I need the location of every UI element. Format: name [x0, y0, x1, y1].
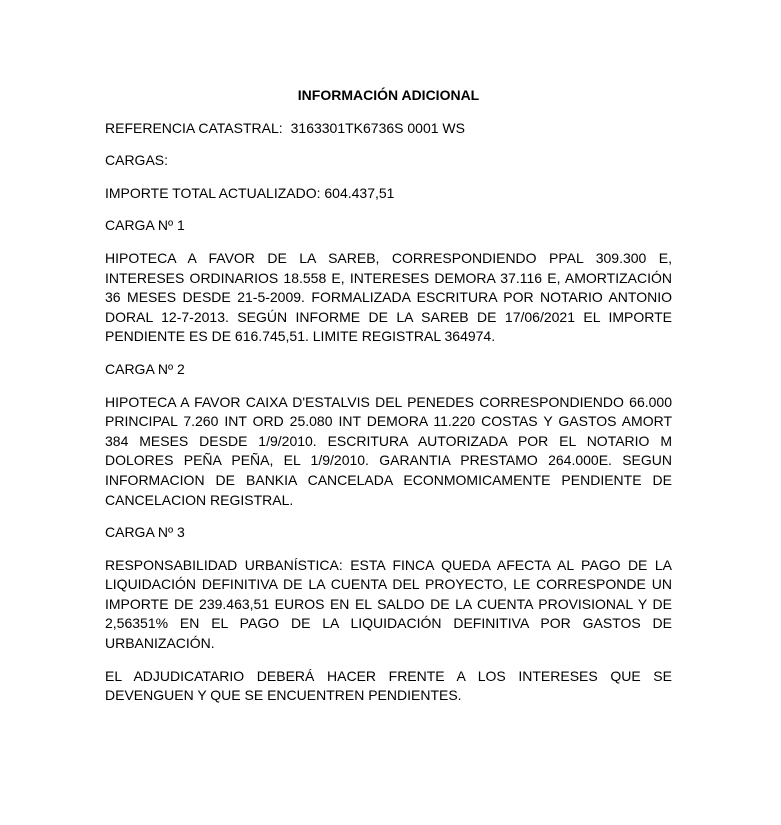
carga-2-text: HIPOTECA A FAVOR CAIXA D'ESTALVIS DEL PENEDES CORRESPONDIENDO 66.000 PRINCIPAL 7.260 INT ORD 25.080 INT DEMORA 11.220 COSTAS Y GASTOS AMORT 384 MESES DESDE 1/9/2010. ESCRITURA AUTORIZADA POR EL NOTARIO M DOLORES PEÑA PEÑA, EL 1/9/2010. GARANTIA PRESTAMO 264.000E. SEGUN INFORMACION DE BANKIA CANCELADA ECONMOMICAMENTE PENDIENTE DE CANCELACION REGISTRAL.	[105, 393, 672, 508]
referencia-label: REFERENCIA CATASTRAL:	[105, 119, 283, 136]
cargas-label: CARGAS:	[105, 152, 169, 169]
referencia-value: 3163301TK6736S 0001 WS	[290, 119, 465, 136]
importe-total: IMPORTE TOTAL ACTUALIZADO: 604.437,51	[105, 184, 395, 201]
closing-paragraph: EL ADJUDICATARIO DEBERÁ HACER FRENTE A LOS INTERESES QUE SE DEVENGUEN Y QUE SE ENCUENTREN PENDIENTES.	[105, 667, 672, 704]
carga-3-heading: CARGA Nº 3	[105, 524, 185, 541]
carga-1-text: HIPOTECA A FAVOR DE LA SAREB, CORRESPONDIENDO PPAL 309.300 E, INTERESES ORDINARIOS 18.558 E, INTERESES DEMORA 37.116 E, AMORTIZACIÓN 36 MESES DESDE 21-5-2009. FORMALIZADA ESCRITURA POR NOTARIO ANTONIO DORAL 12-7-2013. SEGÚN INFORME DE LA SAREB DE 17/06/2021 EL IMPORTE PENDIENTE ES DE 616.745,51. LIMITE REGISTRAL 364974.	[105, 249, 672, 345]
carga-2-heading: CARGA Nº 2	[105, 360, 185, 377]
referencia-catastral	[105, 119, 672, 139]
document-page	[105, 86, 672, 719]
document-title: INFORMACIÓN ADICIONAL	[297, 87, 480, 103]
carga-1-heading: CARGA Nº 1	[105, 217, 185, 234]
carga-3-text: RESPONSABILIDAD URBANÍSTICA: ESTA FINCA QUEDA AFECTA AL PAGO DE LA LIQUIDACIÓN DEFINITIVA DE LA CUENTA DEL PROYECTO, LE CORRESPONDE UN IMPORTE DE 239.463,51 EUROS EN EL SALDO DE LA CUENTA PROVISIONAL Y DE 2,56351% EN EL PAGO DE LA LIQUIDACIÓN DEFINITIVA POR GASTOS DE URBANIZACIÓN.	[105, 556, 672, 652]
